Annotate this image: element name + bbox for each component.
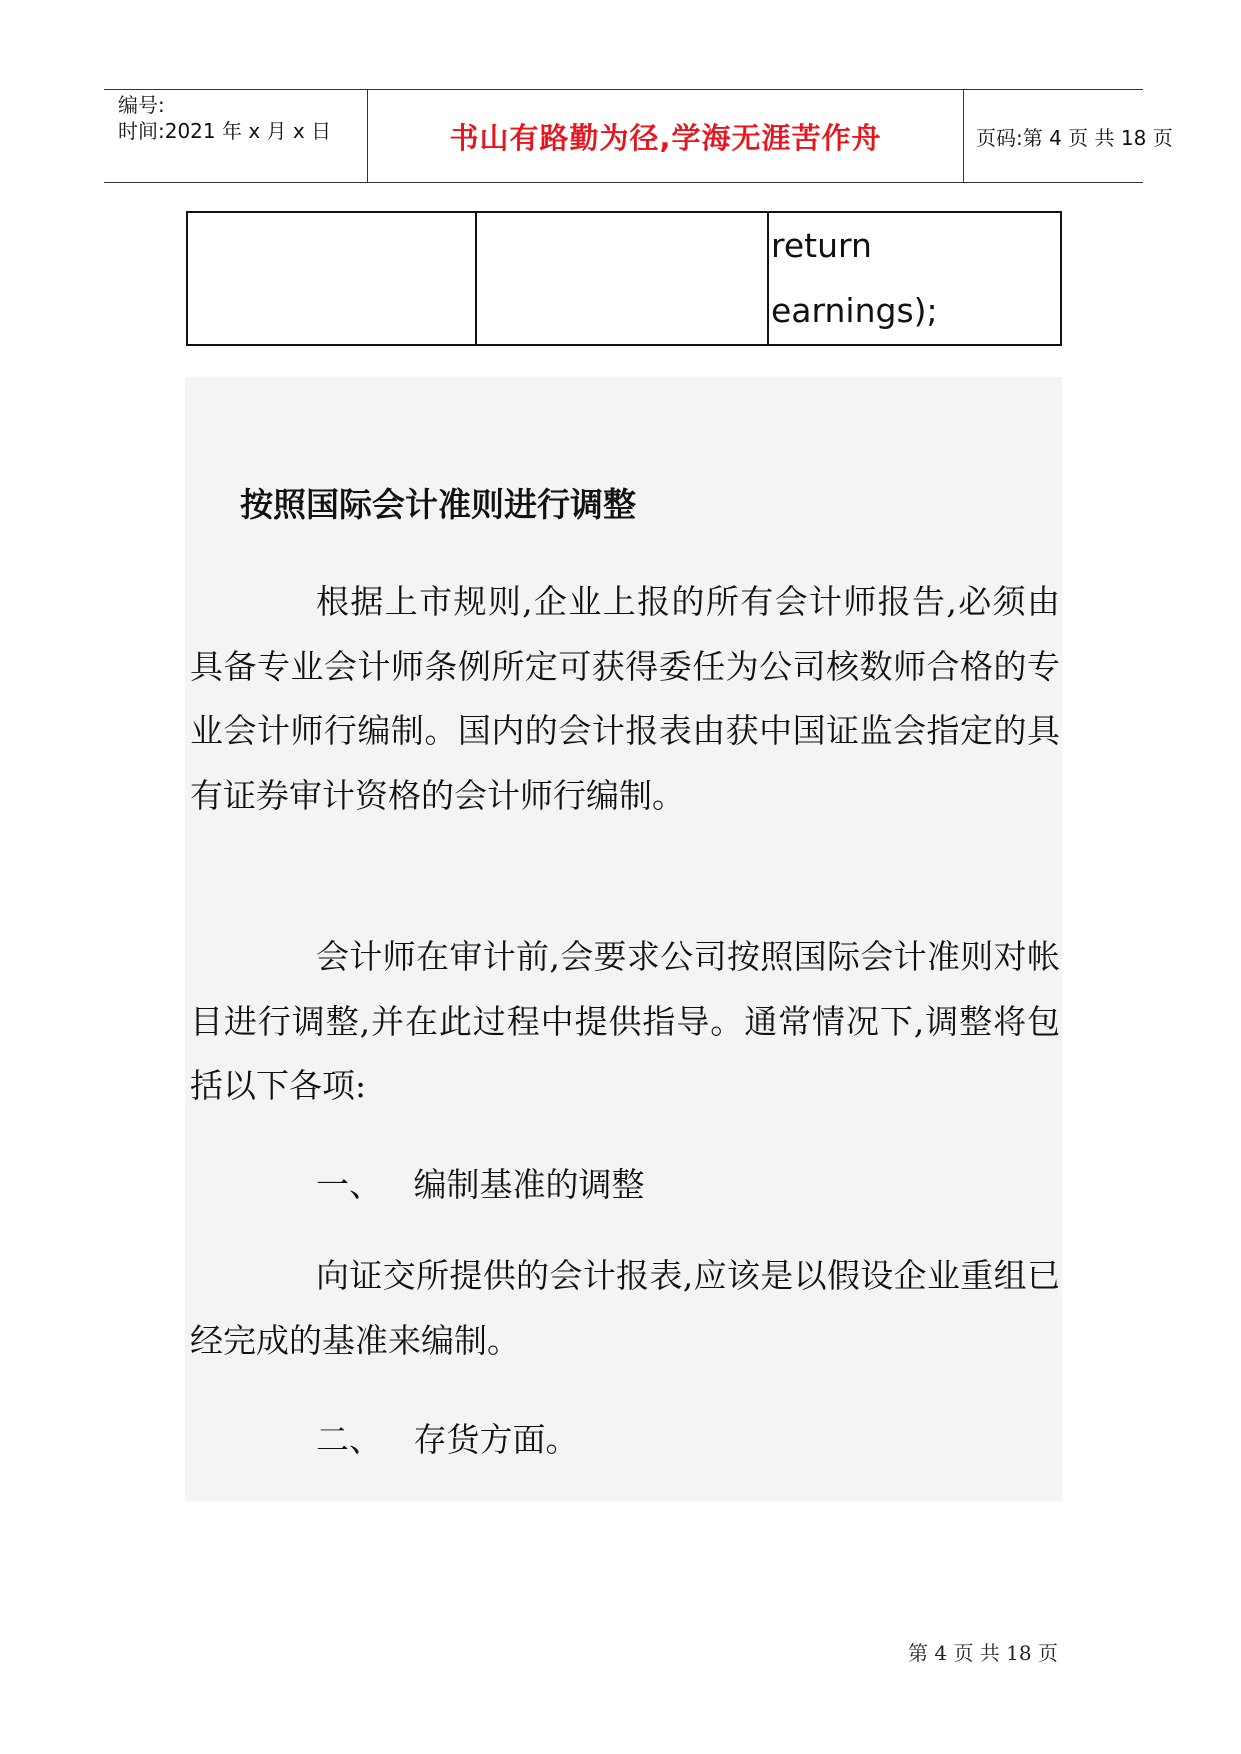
header-page-code — [964, 90, 1173, 182]
header-page-code-text: 页码:第 4 页 共 18 页 — [976, 125, 1173, 150]
paragraph-audit-adjustment: 会计师在审计前,会要求公司按照国际会计准则对帐目进行调整,并在此过程中提供指导。通常情况下,调整将包括以下各项: — [190, 937, 1060, 1105]
paragraph-restructure-basis: 向证交所提供的会计报表,应该是以假设企业重组已经完成的基准来编制。 — [190, 1256, 1060, 1360]
header-motto — [368, 90, 964, 182]
table-cell-1 — [187, 212, 476, 345]
header-number-label: 编号: — [118, 93, 165, 117]
header-time-label: 时间:2021 年 x 月 x 日 — [118, 119, 332, 143]
page-header — [104, 89, 1173, 183]
page-footer: 第 4 页 共 18 页 — [908, 1641, 1058, 1665]
table-cell-3: return earnings); — [768, 212, 1061, 345]
table-row — [187, 212, 1061, 345]
section-heading: 按照国际会计准则进行调整 — [240, 485, 636, 524]
header-meta — [104, 90, 368, 182]
header-motto-text: 书山有路勤为径,学海无涯苦作舟 — [449, 120, 882, 155]
paragraph-listing-rules: 根据上市规则,企业上报的所有会计师报告,必须由具备专业会计师条例所定可获得委任为公司核数师合格的专业会计师行编制。国内的会计报表由获中国证监会指定的具有证券审计资格的会计师行编制。 — [190, 582, 1060, 815]
table-cell-2 — [476, 212, 768, 345]
list-item-basis-adjustment: 一、 编制基准的调整 — [316, 1165, 645, 1204]
continued-table — [186, 211, 1062, 346]
list-item-inventory: 二、 存货方面。 — [316, 1420, 579, 1459]
